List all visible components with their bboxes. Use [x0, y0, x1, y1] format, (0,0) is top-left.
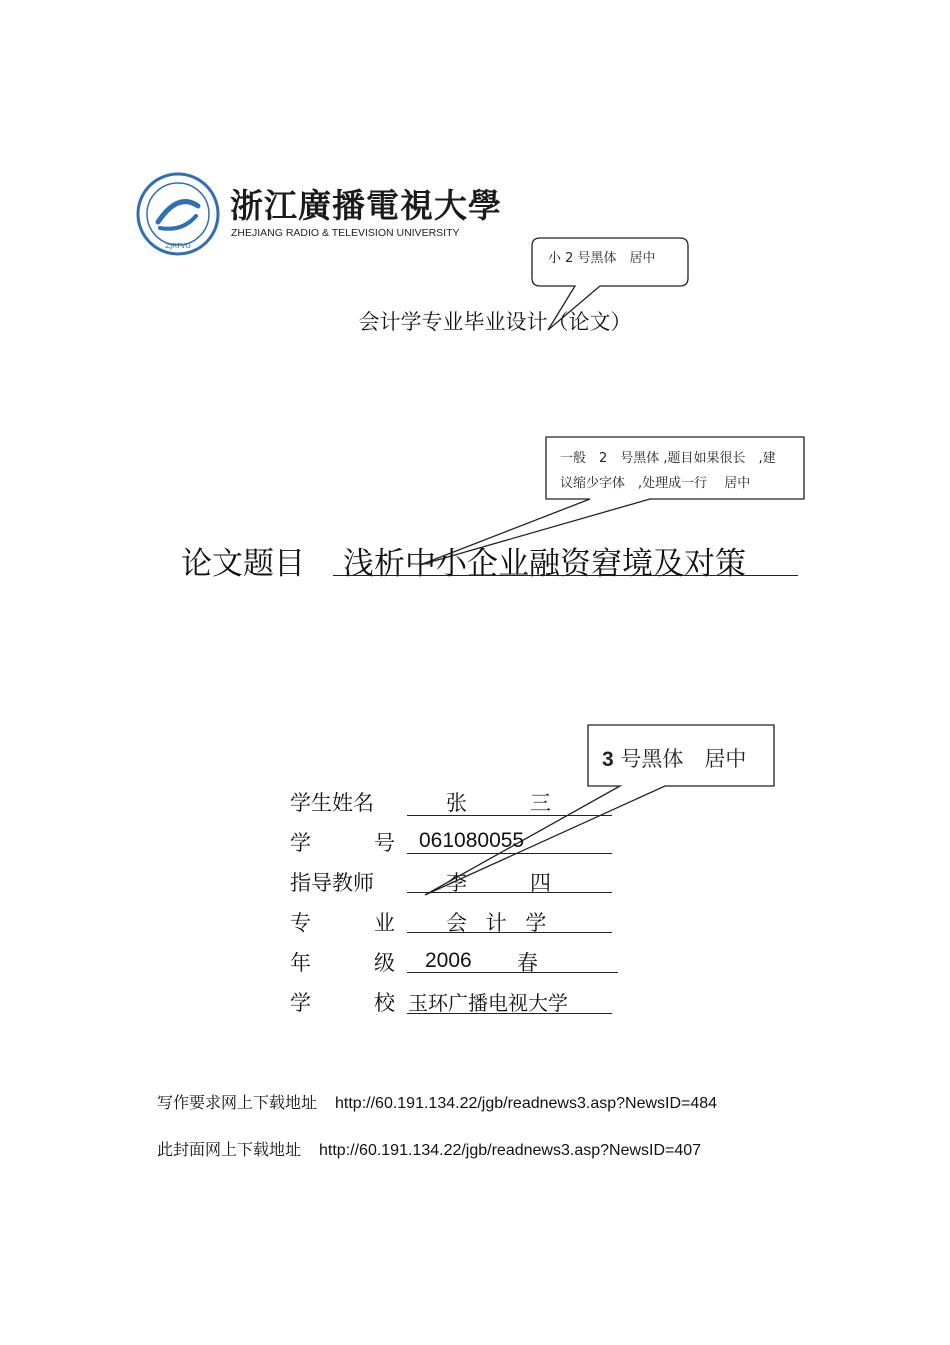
requirements-download-line [157, 1090, 717, 1113]
student-id-underline [407, 853, 612, 854]
callout-info-note-text: 号黑体 居中 [613, 747, 747, 771]
requirements-download-label: 写作要求网上下载地址 [157, 1093, 318, 1112]
advisor-label: 指导教师 [290, 871, 374, 895]
major-underline [407, 932, 612, 933]
student-id-label: 学 号 [290, 831, 395, 855]
requirements-download-url[interactable]: http://60.191.134.22/jgb/readnews3.asp?NewsID=484 [335, 1095, 718, 1112]
callout-subtitle-note: 小 2 号黑体 居中 [548, 251, 656, 266]
student-name-underline [407, 815, 612, 816]
school-underline [407, 1013, 612, 1014]
thesis-title-underline [333, 575, 798, 576]
grade-underline [407, 972, 618, 973]
school-value: 玉环广播电视大学 [408, 991, 568, 1015]
callout-title-note-line1: 一般 2 号黑体 ,题目如果很长 ,建 [560, 451, 776, 466]
advisor-value: 李 四 [446, 871, 551, 895]
school-label: 学 校 [290, 991, 395, 1015]
cover-download-label: 此封面网上下载地址 [157, 1140, 302, 1159]
grade-term: 春 [517, 951, 538, 975]
callout-info-note-num: 3 [602, 748, 614, 771]
document-subtitle: 会计学专业毕业设计（论文） [358, 310, 632, 334]
major-label: 专 业 [290, 911, 395, 935]
major-value: 会 计 学 [446, 911, 553, 935]
thesis-title-label: 论文题目 [181, 546, 305, 582]
university-name-en: ZHEJIANG RADIO & TELEVISION UNIVERSITY [231, 227, 460, 239]
seal-text: ZJRTVU [165, 242, 191, 250]
grade-label: 年 级 [290, 951, 395, 975]
student-name-label: 学生姓名 [290, 791, 374, 815]
thesis-title: 浅析中小企业融资窘境及对策 [343, 546, 746, 582]
student-name-value: 张 三 [446, 791, 551, 815]
callout-info-note [602, 743, 746, 773]
advisor-underline [407, 892, 612, 893]
cover-download-line [157, 1137, 701, 1160]
student-id-value: 061080055 [419, 829, 525, 852]
grade-year: 2006 [425, 949, 472, 972]
callout-title-note-line2: 议缩少字体 ,处理成一行 居中 [560, 476, 751, 491]
cover-download-url[interactable]: http://60.191.134.22/jgb/readnews3.asp?NewsID=407 [319, 1142, 702, 1159]
university-name-cn: 浙江廣播電視大學 [230, 186, 502, 225]
